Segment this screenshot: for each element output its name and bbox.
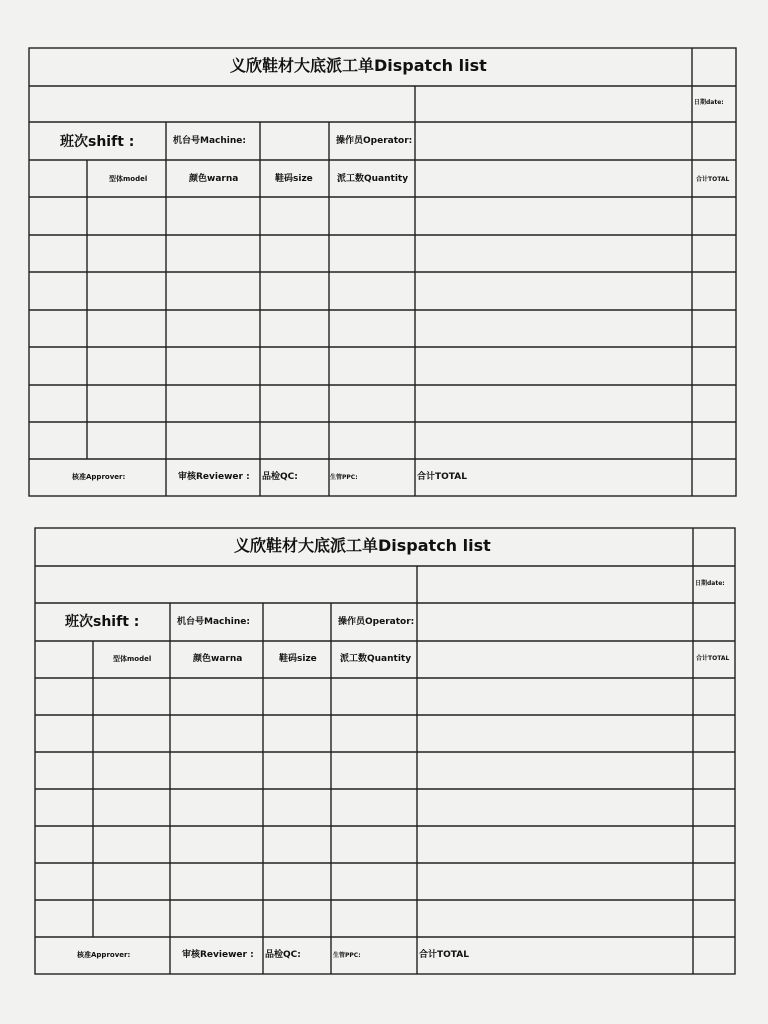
form-title: 义欣鞋材大底派工单Dispatch list bbox=[234, 536, 491, 555]
shift-label: 班次shift : bbox=[65, 614, 140, 630]
approver-label: 核准Approver: bbox=[72, 473, 126, 481]
row-total-header: 合计TOTAL bbox=[696, 655, 730, 662]
form-title: 义欣鞋材大底派工单Dispatch list bbox=[230, 56, 487, 75]
shift-label: 班次shift : bbox=[60, 134, 135, 150]
reviewer-label: 审核Reviewer : bbox=[182, 950, 254, 960]
operator-label: 操作员Operator: bbox=[338, 617, 415, 627]
size-header: 鞋码size bbox=[275, 174, 313, 184]
ppc-label: 生管PPC: bbox=[333, 952, 361, 959]
model-header: 型体model bbox=[109, 175, 148, 183]
machine-label: 机台号Machine: bbox=[173, 136, 246, 146]
quantity-header: 派工数Quantity bbox=[340, 654, 412, 664]
machine-label: 机台号Machine: bbox=[177, 617, 250, 627]
total-label: 合计TOTAL bbox=[419, 950, 469, 960]
reviewer-label: 审核Reviewer : bbox=[178, 472, 250, 482]
approver-label: 核准Approver: bbox=[77, 951, 131, 959]
ppc-label: 生管PPC: bbox=[330, 474, 358, 481]
model-header: 型体model bbox=[113, 655, 152, 663]
quantity-header: 派工数Quantity bbox=[337, 174, 409, 184]
qc-label: 品检QC: bbox=[262, 472, 298, 482]
total-label: 合计TOTAL bbox=[417, 472, 467, 482]
operator-label: 操作员Operator: bbox=[336, 136, 413, 146]
color-header: 颜色warna bbox=[189, 174, 239, 184]
qc-label: 品检QC: bbox=[265, 950, 301, 960]
color-header: 颜色warna bbox=[193, 654, 243, 664]
size-header: 鞋码size bbox=[279, 654, 317, 664]
form-border bbox=[35, 528, 735, 974]
date-label: 日期date: bbox=[695, 580, 725, 587]
date-label: 日期date: bbox=[694, 99, 724, 106]
form-border bbox=[29, 48, 736, 496]
row-total-header: 合计TOTAL bbox=[696, 176, 730, 183]
